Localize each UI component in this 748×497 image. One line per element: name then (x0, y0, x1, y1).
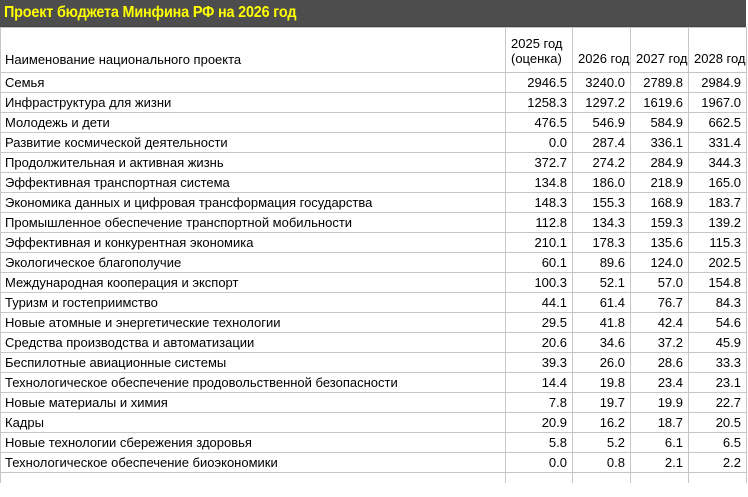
value-cell-2027[interactable]: 218.9 (631, 173, 689, 193)
value-cell-2028[interactable]: 84.3 (689, 293, 747, 313)
sheet-title-cell[interactable] (0, 0, 746, 27)
sheet-title: Проект бюджета Минфина РФ на 2026 год (4, 4, 297, 21)
table-row (1, 273, 747, 293)
table-row (1, 333, 747, 353)
value-cell-2028[interactable]: 22.7 (689, 393, 747, 413)
table-row (1, 113, 747, 133)
value-cell-2026[interactable]: 41.8 (573, 313, 631, 333)
table-row (1, 73, 747, 93)
empty-cell[interactable] (1, 473, 506, 483)
value-cell-2026[interactable]: 19.8 (573, 373, 631, 393)
value-cell-2028[interactable]: 2984.9 (689, 73, 747, 93)
value-cell-2026[interactable]: 134.3 (573, 213, 631, 233)
value-cell-2027[interactable]: 42.4 (631, 313, 689, 333)
value-cell-2028[interactable]: 331.4 (689, 133, 747, 153)
value-cell-2027[interactable]: 168.9 (631, 193, 689, 213)
value-cell-2026[interactable]: 178.3 (573, 233, 631, 253)
value-cell-2027[interactable]: 23.4 (631, 373, 689, 393)
value-cell-2025[interactable]: 0.0 (506, 453, 573, 473)
value-cell-2027[interactable]: 2789.8 (631, 73, 689, 93)
value-cell-2026[interactable]: 1297.2 (573, 93, 631, 113)
table-row (1, 153, 747, 173)
column-header-2026[interactable]: 2026 год (573, 28, 631, 73)
table-row (1, 453, 747, 473)
project-name-cell[interactable]: Средства производства и автоматизации (1, 333, 506, 353)
project-name-cell[interactable]: Технологическое обеспечение продовольственной безопасности (1, 373, 506, 393)
value-cell-2025[interactable]: 7.8 (506, 393, 573, 413)
value-cell-2026[interactable]: 546.9 (573, 113, 631, 133)
column-header-2027[interactable]: 2027 год (631, 28, 689, 73)
value-cell-2028[interactable]: 154.8 (689, 273, 747, 293)
project-name-cell[interactable]: Туризм и гостеприимство (1, 293, 506, 313)
table-row (1, 93, 747, 113)
project-name-cell[interactable]: Беспилотные авиационные системы (1, 353, 506, 373)
table-row (1, 133, 747, 153)
table-body (1, 73, 747, 483)
project-name-cell[interactable]: Эффективная транспортная система (1, 173, 506, 193)
value-cell-2025[interactable]: 60.1 (506, 253, 573, 273)
value-cell-2028[interactable]: 54.6 (689, 313, 747, 333)
project-name-cell[interactable]: Промышленное обеспечение транспортной мобильности (1, 213, 506, 233)
table-row (1, 233, 747, 253)
value-cell-2027[interactable]: 18.7 (631, 413, 689, 433)
value-cell-2026[interactable]: 287.4 (573, 133, 631, 153)
value-cell-2028[interactable]: 344.3 (689, 153, 747, 173)
value-cell-2026[interactable]: 19.7 (573, 393, 631, 413)
value-cell-2027[interactable]: 2.1 (631, 453, 689, 473)
value-cell-2028[interactable]: 183.7 (689, 193, 747, 213)
value-cell-2028[interactable]: 115.3 (689, 233, 747, 253)
value-cell-2025[interactable]: 210.1 (506, 233, 573, 253)
column-header-2028[interactable]: 2028 год (689, 28, 747, 73)
value-cell-2025[interactable]: 44.1 (506, 293, 573, 313)
value-cell-2027[interactable]: 76.7 (631, 293, 689, 313)
column-header-2025[interactable]: 2025 год (оценка) (506, 28, 573, 73)
table-row (1, 433, 747, 453)
value-cell-2026[interactable]: 274.2 (573, 153, 631, 173)
value-cell-2028[interactable]: 33.3 (689, 353, 747, 373)
value-cell-2028[interactable]: 6.5 (689, 433, 747, 453)
project-name-cell[interactable]: Экономика данных и цифровая трансформация государства (1, 193, 506, 213)
value-cell-2028[interactable]: 2.2 (689, 453, 747, 473)
project-name-cell[interactable]: Кадры (1, 413, 506, 433)
value-cell-2025[interactable]: 5.8 (506, 433, 573, 453)
table-row (1, 353, 747, 373)
project-name-cell[interactable]: Международная кооперация и экспорт (1, 273, 506, 293)
value-cell-2028[interactable]: 139.2 (689, 213, 747, 233)
project-name-cell[interactable]: Экологическое благополучие (1, 253, 506, 273)
table-row (1, 193, 747, 213)
value-cell-2027[interactable]: 57.0 (631, 273, 689, 293)
value-cell-2026[interactable]: 0.8 (573, 453, 631, 473)
budget-table (0, 27, 747, 483)
value-cell-2026[interactable]: 3240.0 (573, 73, 631, 93)
table-row (1, 173, 747, 193)
value-cell-2025[interactable]: 134.8 (506, 173, 573, 193)
value-cell-2028[interactable]: 165.0 (689, 173, 747, 193)
value-cell-2025[interactable]: 100.3 (506, 273, 573, 293)
value-cell-2028[interactable]: 20.5 (689, 413, 747, 433)
value-cell-2025[interactable]: 112.8 (506, 213, 573, 233)
value-cell-2027[interactable]: 284.9 (631, 153, 689, 173)
value-cell-2025[interactable]: 1258.3 (506, 93, 573, 113)
value-cell-2027[interactable]: 1619.6 (631, 93, 689, 113)
project-name-cell[interactable]: Инфраструктура для жизни (1, 93, 506, 113)
value-cell-2025[interactable]: 2946.5 (506, 73, 573, 93)
value-cell-2026[interactable]: 61.4 (573, 293, 631, 313)
value-cell-2025[interactable]: 148.3 (506, 193, 573, 213)
project-name-cell[interactable]: Эффективная и конкурентная экономика (1, 233, 506, 253)
value-cell-2025[interactable]: 14.4 (506, 373, 573, 393)
value-cell-2025[interactable]: 39.3 (506, 353, 573, 373)
table-row (1, 213, 747, 233)
value-cell-2027[interactable]: 336.1 (631, 133, 689, 153)
table-row (1, 373, 747, 393)
value-cell-2027[interactable]: 28.6 (631, 353, 689, 373)
value-cell-2025[interactable]: 0.0 (506, 133, 573, 153)
table-row (1, 313, 747, 333)
value-cell-2027[interactable]: 584.9 (631, 113, 689, 133)
empty-cell[interactable] (631, 473, 689, 483)
partial-row (1, 473, 747, 483)
value-cell-2027[interactable]: 135.6 (631, 233, 689, 253)
table-row (1, 413, 747, 433)
value-cell-2027[interactable]: 37.2 (631, 333, 689, 353)
project-name-cell[interactable]: Новые атомные и энергетические технологии (1, 313, 506, 333)
value-cell-2026[interactable]: 89.6 (573, 253, 631, 273)
column-header-project-name[interactable]: Наименование национального проекта (1, 28, 506, 73)
value-cell-2026[interactable]: 186.0 (573, 173, 631, 193)
value-cell-2026[interactable]: 16.2 (573, 413, 631, 433)
value-cell-2028[interactable]: 23.1 (689, 373, 747, 393)
value-cell-2028[interactable]: 202.5 (689, 253, 747, 273)
value-cell-2026[interactable]: 34.6 (573, 333, 631, 353)
value-cell-2028[interactable]: 45.9 (689, 333, 747, 353)
empty-cell[interactable] (689, 473, 747, 483)
value-cell-2026[interactable]: 52.1 (573, 273, 631, 293)
project-name-cell[interactable]: Технологическое обеспечение биоэкономики (1, 453, 506, 473)
value-cell-2028[interactable]: 662.5 (689, 113, 747, 133)
value-cell-2025[interactable]: 476.5 (506, 113, 573, 133)
value-cell-2028[interactable]: 1967.0 (689, 93, 747, 113)
value-cell-2027[interactable]: 19.9 (631, 393, 689, 413)
value-cell-2026[interactable]: 155.3 (573, 193, 631, 213)
value-cell-2027[interactable]: 159.3 (631, 213, 689, 233)
value-cell-2025[interactable]: 29.5 (506, 313, 573, 333)
value-cell-2026[interactable]: 5.2 (573, 433, 631, 453)
value-cell-2025[interactable]: 372.7 (506, 153, 573, 173)
empty-cell[interactable] (506, 473, 573, 483)
project-name-cell[interactable]: Молодежь и дети (1, 113, 506, 133)
value-cell-2025[interactable]: 20.6 (506, 333, 573, 353)
value-cell-2027[interactable]: 6.1 (631, 433, 689, 453)
value-cell-2025[interactable]: 20.9 (506, 413, 573, 433)
table-row (1, 393, 747, 413)
project-name-cell[interactable]: Продолжительная и активная жизнь (1, 153, 506, 173)
project-name-cell[interactable]: Семья (1, 73, 506, 93)
value-cell-2026[interactable]: 26.0 (573, 353, 631, 373)
empty-cell[interactable] (573, 473, 631, 483)
project-name-cell[interactable]: Новые материалы и химия (1, 393, 506, 413)
table-row (1, 293, 747, 313)
project-name-cell[interactable]: Новые технологии сбережения здоровья (1, 433, 506, 453)
table-row (1, 253, 747, 273)
project-name-cell[interactable]: Развитие космической деятельности (1, 133, 506, 153)
header-row (1, 28, 747, 73)
value-cell-2027[interactable]: 124.0 (631, 253, 689, 273)
